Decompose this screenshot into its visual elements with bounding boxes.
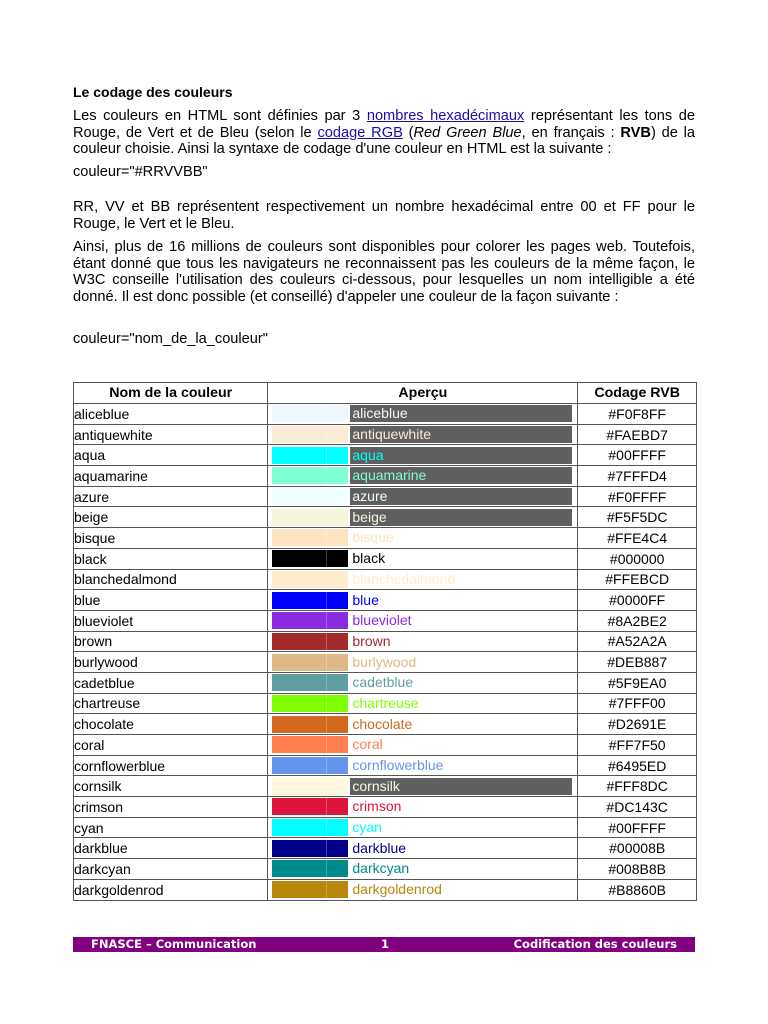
color-sample-text: cornflowerblue — [352, 757, 444, 774]
table-row — [74, 672, 697, 693]
color-swatch — [272, 509, 348, 526]
color-name: black — [74, 548, 268, 569]
color-name: azure — [74, 486, 268, 507]
page-number: 1 — [381, 937, 390, 951]
color-name: chartreuse — [74, 693, 268, 714]
table-row — [74, 817, 697, 838]
color-swatch — [272, 695, 348, 712]
color-preview — [268, 776, 578, 797]
color-sample-text: blue — [352, 591, 379, 608]
color-hex: #00008B — [578, 838, 697, 859]
color-sample-text: coral — [352, 736, 383, 753]
footer-left: FNASCE – Communication — [91, 937, 257, 951]
color-hex: #FAEBD7 — [578, 424, 697, 445]
color-swatch — [272, 654, 348, 671]
color-sample-text: antiquewhite — [350, 426, 572, 443]
color-hex: #008B8B — [578, 859, 697, 880]
color-hex: #0000FF — [578, 590, 697, 611]
color-hex: #A52A2A — [578, 631, 697, 652]
color-sample-text: blanchedalmond — [352, 570, 456, 587]
color-hex: #7FFFD4 — [578, 466, 697, 487]
color-sample-text: burlywood — [352, 653, 417, 670]
text: représentant les tons de Rouge, de Vert et de Bleu (selon le — [73, 108, 696, 141]
table-row — [74, 548, 697, 569]
color-preview — [268, 714, 578, 735]
text: ) de la couleur choisie. Ainsi la syntaxe de codage d'une couleur en HTML est la suivante : — [73, 124, 696, 158]
color-swatch — [272, 529, 348, 546]
color-sample-text: aqua — [350, 447, 572, 464]
color-name: brown — [74, 631, 268, 652]
color-name: darkcyan — [74, 859, 268, 880]
color-hex: #000000 — [578, 548, 697, 569]
color-hex: #F5F5DC — [578, 507, 697, 528]
color-preview — [268, 631, 578, 652]
color-preview — [268, 859, 578, 880]
color-preview — [268, 507, 578, 528]
color-preview — [268, 838, 578, 859]
table-row — [74, 735, 697, 756]
color-preview — [268, 610, 578, 631]
color-name: aqua — [74, 445, 268, 466]
table-row — [74, 528, 697, 549]
color-hex: #FFF8DC — [578, 776, 697, 797]
color-preview — [268, 693, 578, 714]
color-swatch — [272, 860, 348, 877]
color-hex: #B8860B — [578, 879, 697, 900]
color-swatch — [272, 819, 348, 836]
color-name: cadetblue — [74, 672, 268, 693]
italic-text: Red Green Blue — [413, 124, 522, 141]
color-name: bisque — [74, 528, 268, 549]
color-swatch — [272, 778, 348, 795]
color-swatch — [272, 447, 348, 464]
bold-text: RVB — [620, 124, 651, 141]
color-swatch — [272, 840, 348, 857]
table-row — [74, 693, 697, 714]
color-preview — [268, 569, 578, 590]
color-preview — [268, 548, 578, 569]
color-name: aquamarine — [74, 466, 268, 487]
color-hex: #FFE4C4 — [578, 528, 697, 549]
color-swatch — [272, 405, 348, 422]
color-swatch — [272, 488, 348, 505]
color-swatch — [272, 674, 348, 691]
color-sample-text: bisque — [352, 529, 394, 546]
color-sample-text: aquamarine — [350, 467, 572, 484]
table-row — [74, 714, 697, 735]
color-name: blanchedalmond — [74, 569, 268, 590]
color-swatch — [272, 592, 348, 609]
color-swatch — [272, 881, 348, 898]
table-row — [74, 445, 697, 466]
color-table — [73, 382, 697, 901]
color-sample-text: aliceblue — [350, 405, 572, 422]
table-row — [74, 610, 697, 631]
color-name: coral — [74, 735, 268, 756]
text: Les couleurs en HTML sont définies par 3 — [73, 108, 367, 124]
color-sample-text: darkgoldenrod — [352, 881, 442, 898]
color-hex: #DEB887 — [578, 652, 697, 673]
color-preview — [268, 672, 578, 693]
color-sample-text: chocolate — [352, 715, 413, 732]
table-row — [74, 569, 697, 590]
color-sample-text: blueviolet — [352, 612, 412, 629]
color-swatch — [272, 716, 348, 733]
color-preview — [268, 817, 578, 838]
table-row — [74, 507, 697, 528]
color-sample-text: cornsilk — [350, 778, 572, 795]
color-hex: #00FFFF — [578, 445, 697, 466]
color-preview — [268, 424, 578, 445]
color-preview — [268, 590, 578, 611]
table-row — [74, 652, 697, 673]
color-swatch — [272, 467, 348, 484]
color-sample-text: azure — [350, 488, 572, 505]
color-name: aliceblue — [74, 404, 268, 425]
syntax-name-example: couleur="nom_de_la_couleur" — [73, 331, 268, 347]
color-hex: #DC143C — [578, 797, 697, 818]
table-row — [74, 424, 697, 445]
table-row — [74, 631, 697, 652]
color-sample-text: brown — [352, 632, 391, 649]
color-sample-text: cadetblue — [352, 674, 414, 691]
color-swatch — [272, 426, 348, 443]
color-name: darkgoldenrod — [74, 879, 268, 900]
color-preview — [268, 797, 578, 818]
header-color-name: Nom de la couleur — [74, 383, 268, 404]
table-row — [74, 879, 697, 900]
color-sample-text: chartreuse — [352, 694, 419, 711]
color-name: cyan — [74, 817, 268, 838]
color-hex: #8A2BE2 — [578, 610, 697, 631]
color-swatch — [272, 571, 348, 588]
color-hex: #FFEBCD — [578, 569, 697, 590]
table-row — [74, 466, 697, 487]
color-name: antiquewhite — [74, 424, 268, 445]
color-hex: #7FFF00 — [578, 693, 697, 714]
link-codage-rgb[interactable]: codage RGB — [317, 124, 403, 141]
color-swatch — [272, 633, 348, 650]
header-rgb-code: Codage RVB — [578, 383, 697, 404]
color-name: beige — [74, 507, 268, 528]
table-row — [74, 486, 697, 507]
color-name: burlywood — [74, 652, 268, 673]
color-name: chocolate — [74, 714, 268, 735]
link-nombres-hexadecimaux[interactable]: nombres hexadécimaux — [366, 108, 525, 124]
table-row — [74, 797, 697, 818]
table-row — [74, 404, 697, 425]
color-name: blue — [74, 590, 268, 611]
color-hex: #6495ED — [578, 755, 697, 776]
color-name: blueviolet — [74, 610, 268, 631]
color-hex: #F0F8FF — [578, 404, 697, 425]
color-preview — [268, 528, 578, 549]
color-hex: #D2691E — [578, 714, 697, 735]
color-swatch — [272, 612, 348, 629]
color-name: cornsilk — [74, 776, 268, 797]
color-preview — [268, 404, 578, 425]
color-preview — [268, 652, 578, 673]
color-preview — [268, 486, 578, 507]
text: , en français : — [521, 124, 621, 141]
page-footer — [73, 937, 695, 952]
table-row — [74, 590, 697, 611]
color-preview — [268, 755, 578, 776]
color-sample-text: darkcyan — [352, 860, 410, 877]
color-hex: #FF7F50 — [578, 735, 697, 756]
syntax-hex-example: couleur="#RRVVBB" — [73, 164, 208, 180]
color-preview — [268, 466, 578, 487]
color-name: cornflowerblue — [74, 755, 268, 776]
color-sample-text: crimson — [352, 798, 402, 815]
color-swatch — [272, 798, 348, 815]
table-header-row — [74, 383, 697, 404]
color-swatch — [272, 550, 348, 567]
footer-right: Codification des couleurs — [513, 937, 677, 951]
intro-paragraph — [73, 108, 695, 158]
color-swatch — [272, 736, 348, 753]
color-sample-text: black — [352, 550, 386, 567]
color-sample-text: beige — [350, 509, 572, 526]
section-heading: Le codage des couleurs — [73, 84, 233, 100]
color-name: crimson — [74, 797, 268, 818]
color-sample-text: darkblue — [352, 839, 407, 856]
color-sample-text: cyan — [352, 819, 382, 836]
table-row — [74, 755, 697, 776]
table-row — [74, 776, 697, 797]
rrvvbb-explanation: RR, VV et BB représentent respectivement un nombre hexadécimal entre 00 et FF pour le Rouge, le Vert et le Bleu. — [73, 199, 695, 232]
color-preview — [268, 735, 578, 756]
color-preview — [268, 445, 578, 466]
header-preview: Aperçu — [268, 383, 578, 404]
color-swatch — [272, 757, 348, 774]
color-preview — [268, 879, 578, 900]
color-hex: #00FFFF — [578, 817, 697, 838]
color-name: darkblue — [74, 838, 268, 859]
table-row — [74, 838, 697, 859]
table-row — [74, 859, 697, 880]
w3c-paragraph: Ainsi, plus de 16 millions de couleurs sont disponibles pour colorer les pages web. Toutefois, étant donné que tous les navigateurs ne reconnaissent pas les couleurs de la même façon, le W3C conseille l'utilisation des couleurs ci-dessous, pour lesquelles un nom intelligible a été donné. Il est donc possible (et conseillé) d'appeler une couleur de la façon suivante : — [73, 239, 695, 305]
color-hex: #5F9EA0 — [578, 672, 697, 693]
color-hex: #F0FFFF — [578, 486, 697, 507]
text: ( — [402, 124, 414, 141]
